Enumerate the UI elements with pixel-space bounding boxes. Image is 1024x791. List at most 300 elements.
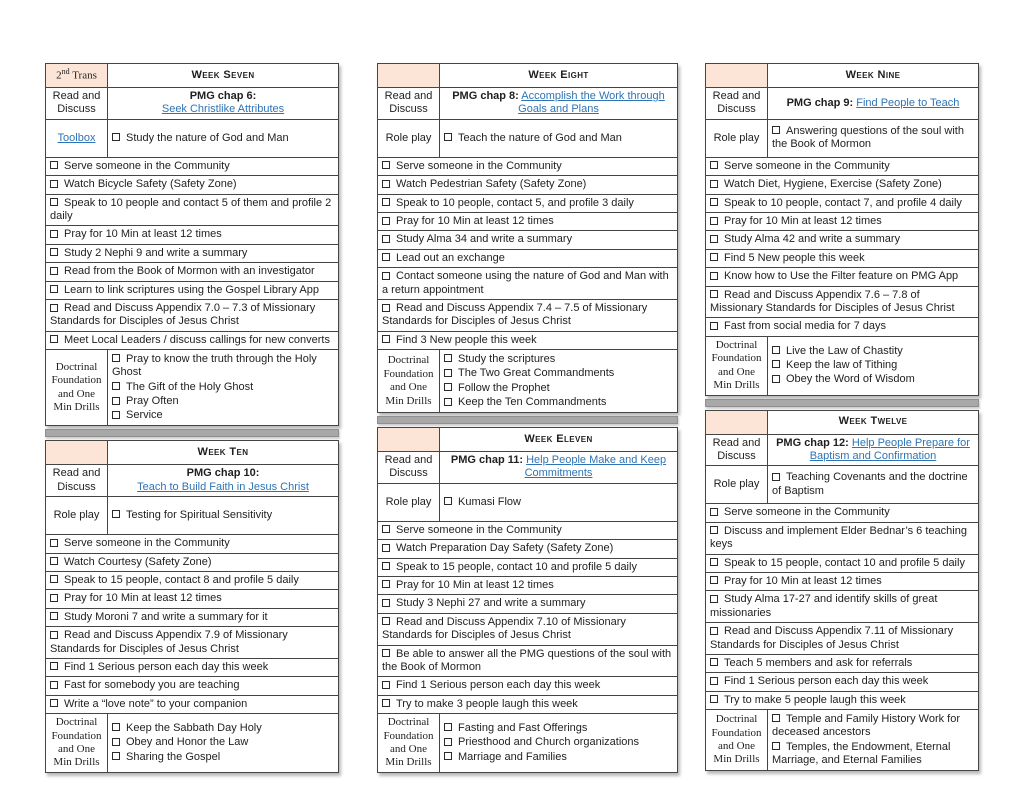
pmg-chapter-link[interactable]: Accomplish the Work through Goals and Plans [518,90,665,116]
checklist-row [46,244,339,262]
drills-items [768,710,979,771]
checklist-text: Read and Discuss Appendix 7.0 – 7.3 of Missionary Standards for Disciples of Jesus Christ [50,302,316,328]
table-divider [377,416,678,424]
checklist-item [706,318,979,336]
pmg-chapter-prefix: PMG chap 12: [776,436,849,449]
week-title: Week Eight [440,64,678,88]
week-eleven-table [377,427,678,773]
checklist-item [706,691,979,709]
checklist-item [706,623,979,655]
pmg-chapter-cell [768,434,979,466]
drill-item [772,373,974,387]
checklist-row [378,613,678,645]
checkbox-icon [444,354,452,362]
drills-row [378,714,678,773]
checklist-row [46,300,339,332]
checklist-row [46,157,339,175]
checklist-item [378,331,678,349]
checkbox-icon [710,217,718,225]
week-eight-table [377,63,678,413]
checkbox-icon [50,198,58,206]
drill-text: Priesthood and Church organizations [458,736,640,749]
checklist-row [378,576,678,594]
checkbox-icon [382,198,390,206]
week-ten-table [45,440,339,773]
checklist-row [378,300,678,332]
checklist-row [706,673,979,691]
checklist-row [46,331,339,349]
checkbox-icon [50,267,58,275]
checklist-text: Read and Discuss Appendix 7.11 of Missionary Standards for Disciples of Jesus Christ [710,625,954,651]
read-discuss-label: Read and Discuss [46,465,108,497]
activity-label-cell [378,119,440,157]
checklist-item [706,504,979,522]
drill-item [772,740,974,768]
pmg-chapter-link[interactable]: Teach to Build Faith in Jesus Christ [137,480,309,493]
activity-row [706,466,979,504]
week-title: Week Seven [108,64,339,88]
checkbox-icon [710,576,718,584]
checkbox-icon [112,752,120,760]
drills-row [706,336,979,395]
checklist-row [378,521,678,539]
checkbox-icon [50,631,58,639]
activity-label-cell [46,119,108,157]
checkbox-icon [50,612,58,620]
drills-label: Doctrinal Foundation and One Min Drills [46,350,108,426]
checklist-text: Fast from social media for 7 days [724,320,887,333]
checkbox-icon [112,510,120,518]
drill-text: Obey the Word of Wisdom [786,373,915,386]
checklist-item [46,627,339,659]
checkbox-icon [382,525,390,533]
drill-item [444,396,673,410]
checklist-text: Meet Local Leaders / discuss callings for new converts [64,333,330,346]
checkbox-icon [382,253,390,261]
checklist-text: Study Alma 42 and write a summary [724,233,901,246]
checkbox-icon [382,599,390,607]
checklist-row [378,677,678,695]
activity-text: Answering questions of the soul with the Book of Mormon [772,124,964,151]
drills-label: Doctrinal Foundation and One Min Drills [378,714,440,773]
drills-label: Doctrinal Foundation and One Min Drills [378,350,440,413]
checklist-text: Watch Courtesy (Safety Zone) [64,555,212,568]
read-discuss-row [378,451,678,483]
checklist-item [378,300,678,332]
activity-row [378,483,678,521]
checkbox-icon [50,681,58,689]
drill-item [444,352,673,366]
checklist-item [46,535,339,553]
checklist-row [378,540,678,558]
checkbox-icon [710,322,718,330]
transfer-label-cell [46,64,108,88]
checklist-item [46,176,339,194]
drill-text: Sharing the Gospel [126,750,221,763]
drills-row [46,350,339,426]
checkbox-icon [382,235,390,243]
checklist-text: Serve someone in the Community [724,159,890,172]
checklist-row [706,623,979,655]
table-divider [705,399,979,407]
checklist-item [706,249,979,267]
checklist-item [378,157,678,175]
checkbox-icon [382,272,390,280]
pmg-chapter-link[interactable]: Find People to Teach [856,96,960,109]
drill-item [772,358,974,372]
checklist-row [706,654,979,672]
checkbox-icon [382,681,390,689]
checklist-text: Find 1 Serious person each day this week [724,675,929,688]
checklist-row [706,157,979,175]
checklist-text: Serve someone in the Community [724,506,890,519]
checkbox-icon [50,699,58,707]
checkbox-icon [772,473,780,481]
checklist-text: Pray for 10 Min at least 12 times [724,574,882,587]
checklist-text: Read and Discuss Appendix 7.9 of Missionary Standards for Disciples of Jesus Christ [50,629,288,655]
checklist-text: Pray for 10 Min at least 12 times [64,592,222,605]
checklist-text: Try to make 5 people laugh this week [724,693,906,706]
drill-item [444,736,673,750]
checklist-item [46,263,339,281]
checklist-row [706,318,979,336]
checklist-row [378,213,678,231]
checklist-item [706,176,979,194]
checklist-row [378,695,678,713]
read-discuss-label: Read and Discuss [706,434,768,466]
drill-text: Keep the Sabbath Day Holy [126,721,262,734]
checkbox-icon [50,662,58,670]
checklist-row [706,268,979,286]
checkbox-icon [710,253,718,261]
activity-item [768,119,979,157]
checkbox-icon [772,126,780,134]
activity-label-cell [706,119,768,157]
checklist-row [706,176,979,194]
drill-item [444,721,673,735]
activity-item [108,497,339,535]
checklist-text: Teach 5 members and ask for referrals [724,656,913,669]
read-discuss-row [46,465,339,497]
checklist-item [46,157,339,175]
checklist-row [706,231,979,249]
checklist-item [706,157,979,175]
checkbox-icon [710,658,718,666]
checklist-text: Find 1 Serious person each day this week [64,660,269,673]
checkbox-icon [444,133,452,141]
checklist-row [378,558,678,576]
drill-text: Service [126,409,163,422]
checklist-item [46,194,339,226]
checklist-item [46,695,339,713]
pmg-chapter-cell [768,88,979,120]
pmg-chapter-prefix: PMG chap 10: [186,467,260,480]
checkbox-icon [382,649,390,657]
drill-item [444,381,673,395]
checklist-text: Find 5 New people this week [724,251,865,264]
week-header-row [706,410,979,434]
checkbox-icon [444,383,452,391]
pmg-chapter-link[interactable]: Help People Make and Keep Commitments [524,453,667,480]
week-header-row [46,64,339,88]
checkbox-icon [50,539,58,547]
drill-text: Follow the Prophet [458,381,550,394]
checklist-item [46,571,339,589]
activity-item [768,466,979,504]
transfer-label-cell [706,410,768,434]
checkbox-icon [112,411,120,419]
checklist-text: Study Moroni 7 and write a summary for it [64,610,268,623]
pmg-chapter-prefix: PMG chap 6: [189,90,257,102]
checkbox-icon [710,290,718,298]
read-discuss-label: Read and Discuss [46,88,108,120]
column-2 [377,63,678,773]
checkbox-icon [444,497,452,505]
drills-items [108,350,339,426]
pmg-chapter-cell [108,88,339,120]
checklist-row [46,176,339,194]
checklist-text: Speak to 15 people, contact 10 and profile 5 daily [396,560,637,573]
checkbox-icon [382,180,390,188]
checklist-row [378,268,678,300]
read-discuss-label: Read and Discuss [378,451,440,483]
checklist-item [706,213,979,231]
transfer-rest: Trans [69,70,97,83]
checklist-row [378,331,678,349]
checklist-item [378,677,678,695]
checklist-text: Study Alma 17-27 and identify skills of great missionaries [710,593,938,619]
checklist-text: Serve someone in the Community [64,537,230,550]
drill-item [772,712,974,740]
checkbox-icon [710,695,718,703]
checklist-item [706,231,979,249]
checkbox-icon [50,161,58,169]
checkbox-icon [710,272,718,280]
checklist-item [46,244,339,262]
read-discuss-row [706,434,979,466]
drill-text: The Gift of the Holy Ghost [126,380,254,393]
checklist-text: Speak to 10 people, contact 7, and profile 4 daily [724,196,962,209]
read-discuss-row [46,88,339,120]
checklist-row [46,535,339,553]
checklist-item [378,249,678,267]
toolbox-link[interactable]: Toolbox [57,131,96,144]
drills-items [440,714,678,773]
checklist-row [378,645,678,677]
drill-item [112,721,334,735]
checklist-text: Discuss and implement Elder Bednar’s 6 teaching keys [710,524,967,551]
checklist-text: Serve someone in the Community [396,159,562,172]
checklist-item [46,553,339,571]
week-twelve-table [705,410,979,771]
checkbox-icon [112,723,120,731]
checklist-item [378,540,678,558]
checkbox-icon [112,354,120,362]
drill-text: Pray Often [126,395,179,407]
checklist-text: Serve someone in the Community [396,523,562,536]
week-header-row [706,64,979,88]
checklist-row [378,157,678,175]
drill-item [772,344,974,358]
checkbox-icon [50,230,58,238]
checklist-row [46,194,339,226]
checkbox-icon [710,198,718,206]
checklist-item [706,673,979,691]
drill-text: Marriage and Families [458,750,567,763]
checklist-text: Learn to link scriptures using the Gospel Library App [64,283,319,296]
checklist-item [706,268,979,286]
pmg-chapter-link[interactable]: Seek Christlike Attributes [161,103,285,116]
checklist-item [378,176,678,194]
checklist-text: Write a “love note” to your companion [64,697,248,710]
checklist-item [46,300,339,332]
checkbox-icon [444,369,452,377]
drill-item [112,380,334,394]
drill-text: Pray to know the truth through the Holy Ghost [112,352,317,379]
checkbox-icon [382,617,390,625]
transfer-label-cell [46,441,108,465]
checklist-item [706,591,979,623]
transfer-ordinal: nd [61,67,70,77]
checklist-item [706,522,979,554]
checklist-item [378,521,678,539]
drill-text: Study the scriptures [458,352,556,365]
checklist-item [378,558,678,576]
drill-item [112,409,334,423]
checklist-row [46,590,339,608]
checklist-row [46,226,339,244]
checklist-row [46,677,339,695]
activity-row [46,497,339,535]
pmg-chapter-cell [440,451,678,483]
activity-row [46,119,339,157]
pmg-chapter-link[interactable]: Help People Prepare for Baptism and Confirmation [809,436,970,462]
checklist-item [378,268,678,300]
drills-label: Doctrinal Foundation and One Min Drills [46,714,108,773]
checklist-item [46,281,339,299]
pmg-chapter-prefix: PMG chap 11: [450,453,524,466]
drills-label: Doctrinal Foundation and One Min Drills [706,336,768,395]
activity-text: Testing for Spiritual Sensitivity [126,508,273,521]
pmg-chapter-cell [440,88,678,120]
pmg-chapter-prefix: PMG chap 8: [452,90,519,102]
checklist-item [46,608,339,626]
checklist-item [46,331,339,349]
checklist-item [46,658,339,676]
checklist-row [46,281,339,299]
checklist-text: Study Alma 34 and write a summary [396,233,573,246]
checkbox-icon [444,723,452,731]
checklist-row [46,658,339,676]
checklist-item [378,576,678,594]
checklist-text: Study 2 Nephi 9 and write a summary [64,246,248,259]
checklist-item [46,226,339,244]
checklist-row [46,627,339,659]
checklist-item [378,231,678,249]
drill-text: Temple and Family History Work for deceased ancestors [772,712,961,739]
drills-row [706,710,979,771]
checkbox-icon [112,382,120,390]
drills-label: Doctrinal Foundation and One Min Drills [706,710,768,771]
checkbox-icon [382,544,390,552]
column-1 [45,63,339,773]
checklist-row [378,231,678,249]
transfer-label-cell [378,64,440,88]
drill-text: Obey and Honor the Law [126,736,249,749]
checklist-item [46,590,339,608]
checklist-text: Read from the Book of Mormon with an investigator [64,265,315,278]
checkbox-icon [50,335,58,343]
checkbox-icon [710,235,718,243]
drill-text: Keep the Ten Commandments [458,396,607,408]
drill-text: Keep the law of Tithing [786,358,898,371]
checklist-text: Study 3 Nephi 27 and write a summary [396,597,586,610]
checklist-text: Pray for 10 Min at least 12 times [396,215,554,228]
checkbox-icon [710,180,718,188]
drill-item [444,367,673,381]
activity-label: Role play [53,508,100,521]
checkbox-icon [50,575,58,583]
week-title: Week Nine [768,64,979,88]
checklist-row [378,176,678,194]
read-discuss-label: Read and Discuss [378,88,440,120]
checklist-row [706,249,979,267]
checkbox-icon [50,285,58,293]
drill-text: The Two Great Commandments [458,367,615,380]
checklist-item [706,554,979,572]
drill-item [112,395,334,409]
checklist-row [706,522,979,554]
checkbox-icon [772,714,780,722]
drills-items [440,350,678,413]
checklist-row [46,553,339,571]
activity-label: Role play [713,478,760,491]
drills-items [108,714,339,773]
checklist-row [46,263,339,281]
checklist-text: Speak to 15 people, contact 8 and profile 5 daily [64,573,299,586]
checklist-text: Speak to 10 people, contact 5, and profile 3 daily [396,196,634,209]
checklist-row [378,595,678,613]
checklist-text: Find 1 Serious person each day this week [396,679,601,692]
checklist-item [378,213,678,231]
checkbox-icon [382,580,390,588]
checkbox-icon [50,557,58,565]
table-divider [45,429,339,437]
checklist-item [378,194,678,212]
checkbox-icon [50,304,58,312]
checklist-item [706,654,979,672]
checkbox-icon [710,526,718,534]
drills-row [378,350,678,413]
week-title: Week Twelve [768,410,979,434]
checkbox-icon [772,742,780,750]
checkbox-icon [382,217,390,225]
week-header-row [378,427,678,451]
checklist-row [706,591,979,623]
activity-row [706,119,979,157]
week-title: Week Ten [108,441,339,465]
checklist-text: Watch Diet, Hygiene, Exercise (Safety Zone) [724,178,942,191]
checkbox-icon [710,595,718,603]
week-seven-table [45,63,339,426]
checklist-text: Watch Preparation Day Safety (Safety Zone) [396,542,614,555]
week-header-row [46,441,339,465]
drill-item [112,736,334,750]
drills-items [768,336,979,395]
checkbox-icon [710,558,718,566]
week-nine-table [705,63,979,396]
checkbox-icon [50,180,58,188]
